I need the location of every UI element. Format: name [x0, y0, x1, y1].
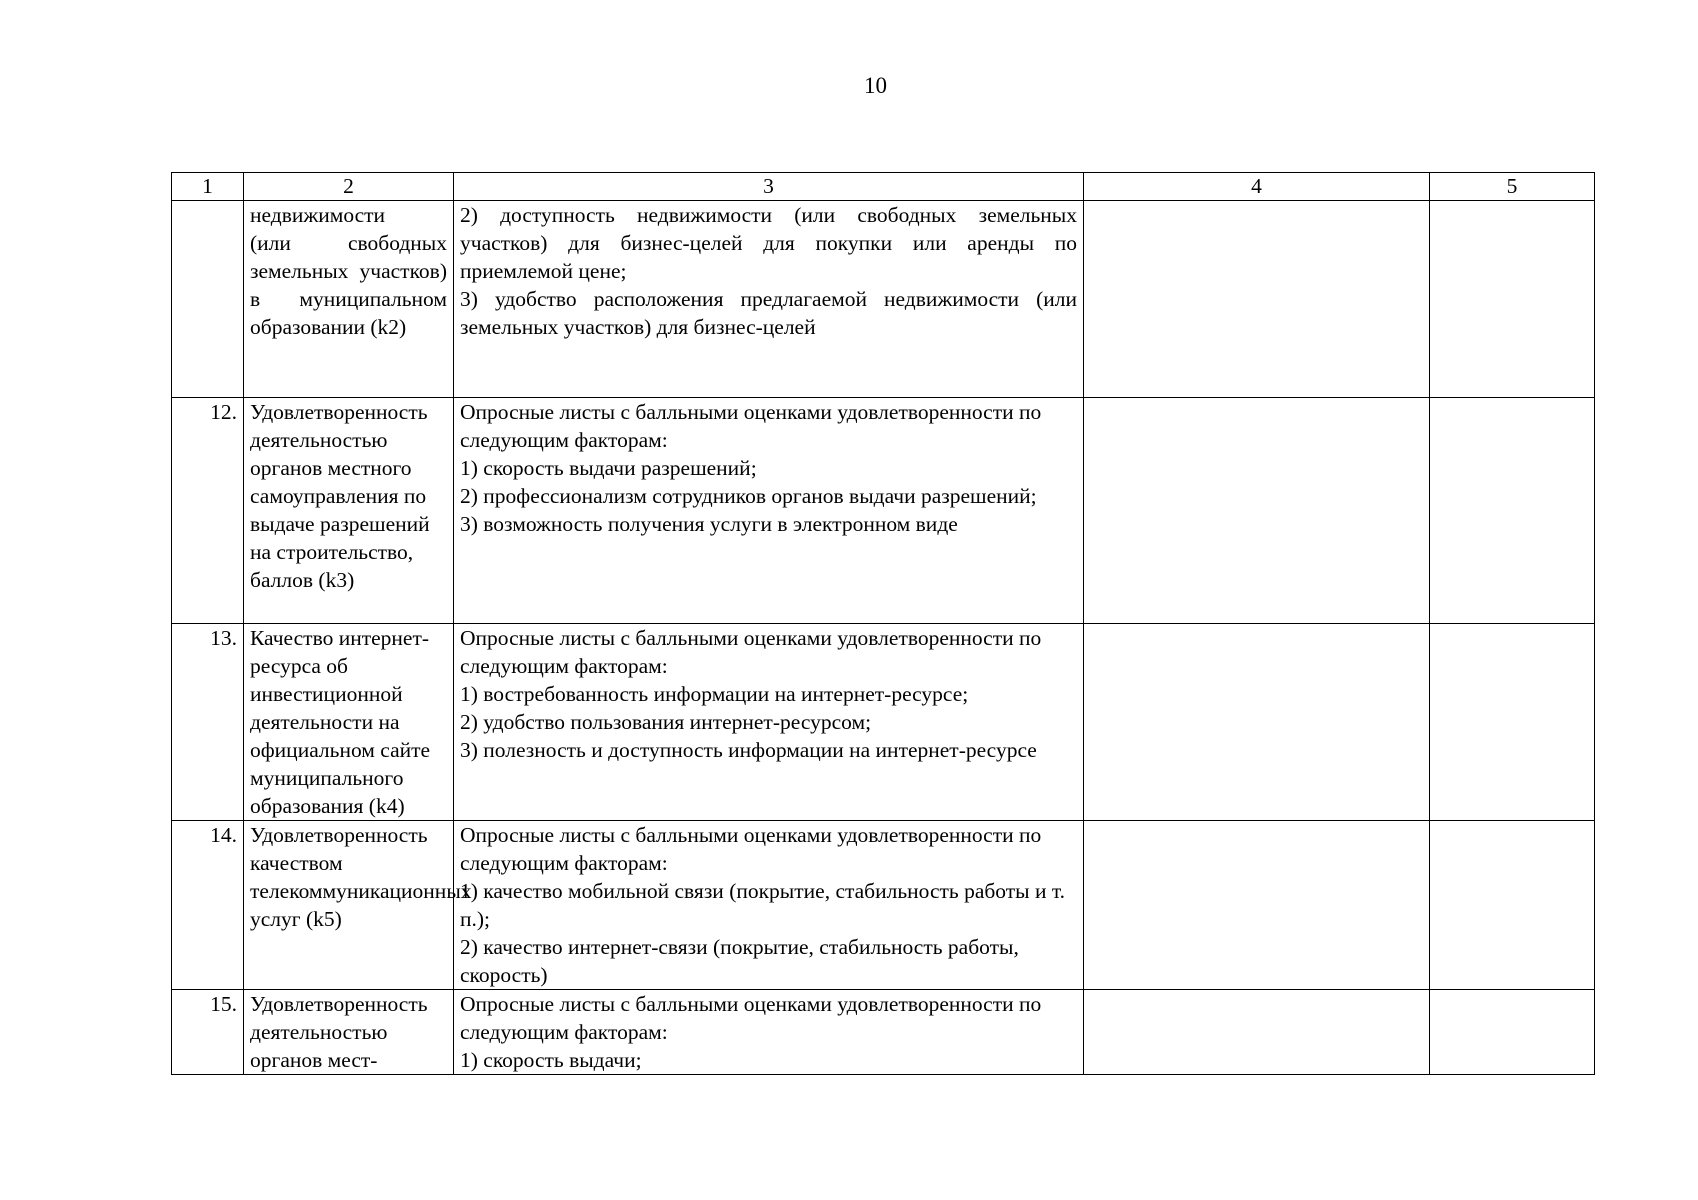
indicator-name: Удовлетворенность деятельностью органов местного самоуправления по выдаче разрешений на строительство, баллов (k3)	[244, 398, 454, 624]
indicator-name: недвижимости (или свободных земельных участков) в муниципальном образовании (k2)	[244, 201, 454, 398]
col-4-cell	[1084, 398, 1430, 624]
header-col-2: 2	[244, 173, 454, 201]
col-4-cell	[1084, 624, 1430, 821]
col-5-cell	[1430, 624, 1595, 821]
assessment-method: Опросные листы с балльными оценками удовлетворенности по следующим факторам: 1) скорость выдачи;	[454, 990, 1084, 1075]
assessment-method: 2) доступность недвижимости (или свободных земельных участков) для бизнес-целей для покупки или аренды по приемлемой цене; 3) удобство расположения предлагаемой недвижимости (или земельных участков) для бизнес-целей	[454, 201, 1084, 398]
table-row	[172, 398, 1595, 624]
row-number: 12.	[172, 398, 244, 624]
col-5-cell	[1430, 201, 1595, 398]
header-col-1: 1	[172, 173, 244, 201]
table-header-row	[172, 173, 1595, 201]
row-number: 14.	[172, 821, 244, 990]
table-row	[172, 624, 1595, 821]
indicator-name: Удовлетворенность деятельностью органов мест-	[244, 990, 454, 1075]
indicator-name: Качество интернет-ресурса об инвестиционной деятельности на официальном сайте муниципального образования (k4)	[244, 624, 454, 821]
header-col-4: 4	[1084, 173, 1430, 201]
table-row	[172, 821, 1595, 990]
assessment-method: Опросные листы с балльными оценками удовлетворенности по следующим факторам: 1) скорость выдачи разрешений; 2) профессионализм сотрудников органов выдачи разрешений; 3) возможность получения услуги в электронном виде	[454, 398, 1084, 624]
table-row	[172, 201, 1595, 398]
col-4-cell	[1084, 990, 1430, 1075]
row-number: 13.	[172, 624, 244, 821]
col-5-cell	[1430, 990, 1595, 1075]
header-col-3: 3	[454, 173, 1084, 201]
indicator-table	[171, 172, 1595, 1075]
page-number: 10	[864, 73, 887, 98]
indicator-name: Удовлетворенность качеством телекоммуникационных услуг (k5)	[244, 821, 454, 990]
row-number	[172, 201, 244, 398]
col-4-cell	[1084, 201, 1430, 398]
assessment-method: Опросные листы с балльными оценками удовлетворенности по следующим факторам: 1) качество мобильной связи (покрытие, стабильность работы и т. п.); 2) качество интернет-связи (покрытие, стабильность работы, скорость)	[454, 821, 1084, 990]
header-col-5: 5	[1430, 173, 1595, 201]
col-5-cell	[1430, 821, 1595, 990]
table-row	[172, 990, 1595, 1075]
col-5-cell	[1430, 398, 1595, 624]
col-4-cell	[1084, 821, 1430, 990]
row-number: 15.	[172, 990, 244, 1075]
assessment-method: Опросные листы с балльными оценками удовлетворенности по следующим факторам: 1) востребованность информации на интернет-ресурсе; 2) удобство пользования интернет-ресурсом; 3) полезность и доступность информации на интернет-ресурсе	[454, 624, 1084, 821]
